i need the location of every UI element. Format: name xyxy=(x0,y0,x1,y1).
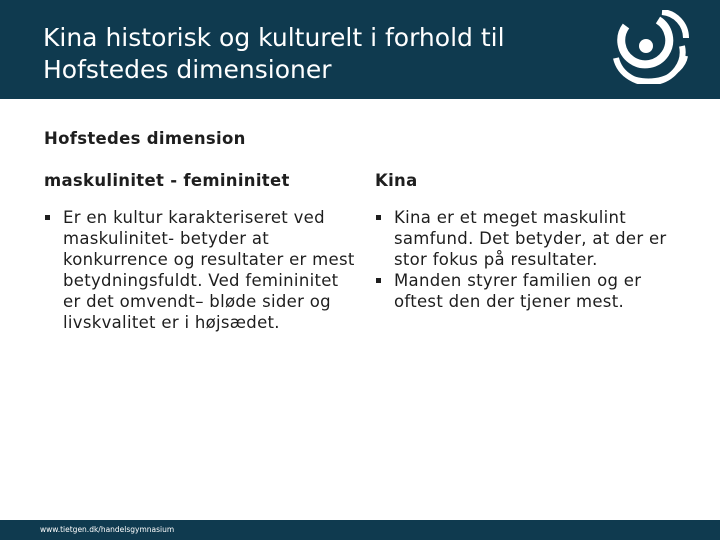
right-column xyxy=(375,147,675,312)
title-line-2: Hofstedes dimensioner xyxy=(43,55,332,84)
bullet-text: Er en kultur karakteriseret ved maskulinitet- betyder at konkurrence og resultater er mest betydningsfuldt. Ved femininitet er det omvendt– bløde sider og livskvalitet er i højsædet. xyxy=(63,208,355,332)
right-bullet-list xyxy=(375,207,675,312)
list-item xyxy=(375,207,675,270)
left-column-heading xyxy=(44,129,359,191)
bullet-icon xyxy=(45,215,50,220)
school-logo-icon xyxy=(606,10,690,84)
bullet-icon xyxy=(376,215,381,220)
title-line-1: Kina historisk og kulturelt i forhold til xyxy=(43,23,505,52)
right-column-heading xyxy=(375,147,675,191)
left-heading-line-1: Hofstedes dimension xyxy=(44,129,246,148)
list-item xyxy=(44,207,359,333)
bullet-text: Kina er et meget maskulint samfund. Det betyder, at der er stor fokus på resultater. xyxy=(394,208,667,269)
footer-bar xyxy=(0,520,720,540)
left-bullet-list xyxy=(44,207,359,333)
footer-url: www.tietgen.dk/handelsgymnasium xyxy=(40,525,175,534)
header-bar xyxy=(0,0,720,99)
list-item xyxy=(375,270,675,312)
right-heading-text: Kina xyxy=(375,171,418,190)
slide-title xyxy=(43,22,583,86)
bullet-text: Manden styrer familien og er oftest den der tjener mest. xyxy=(394,271,642,311)
left-column xyxy=(44,129,359,333)
left-heading-line-2: maskulinitet - femininitet xyxy=(44,171,290,190)
bullet-icon xyxy=(376,278,381,283)
